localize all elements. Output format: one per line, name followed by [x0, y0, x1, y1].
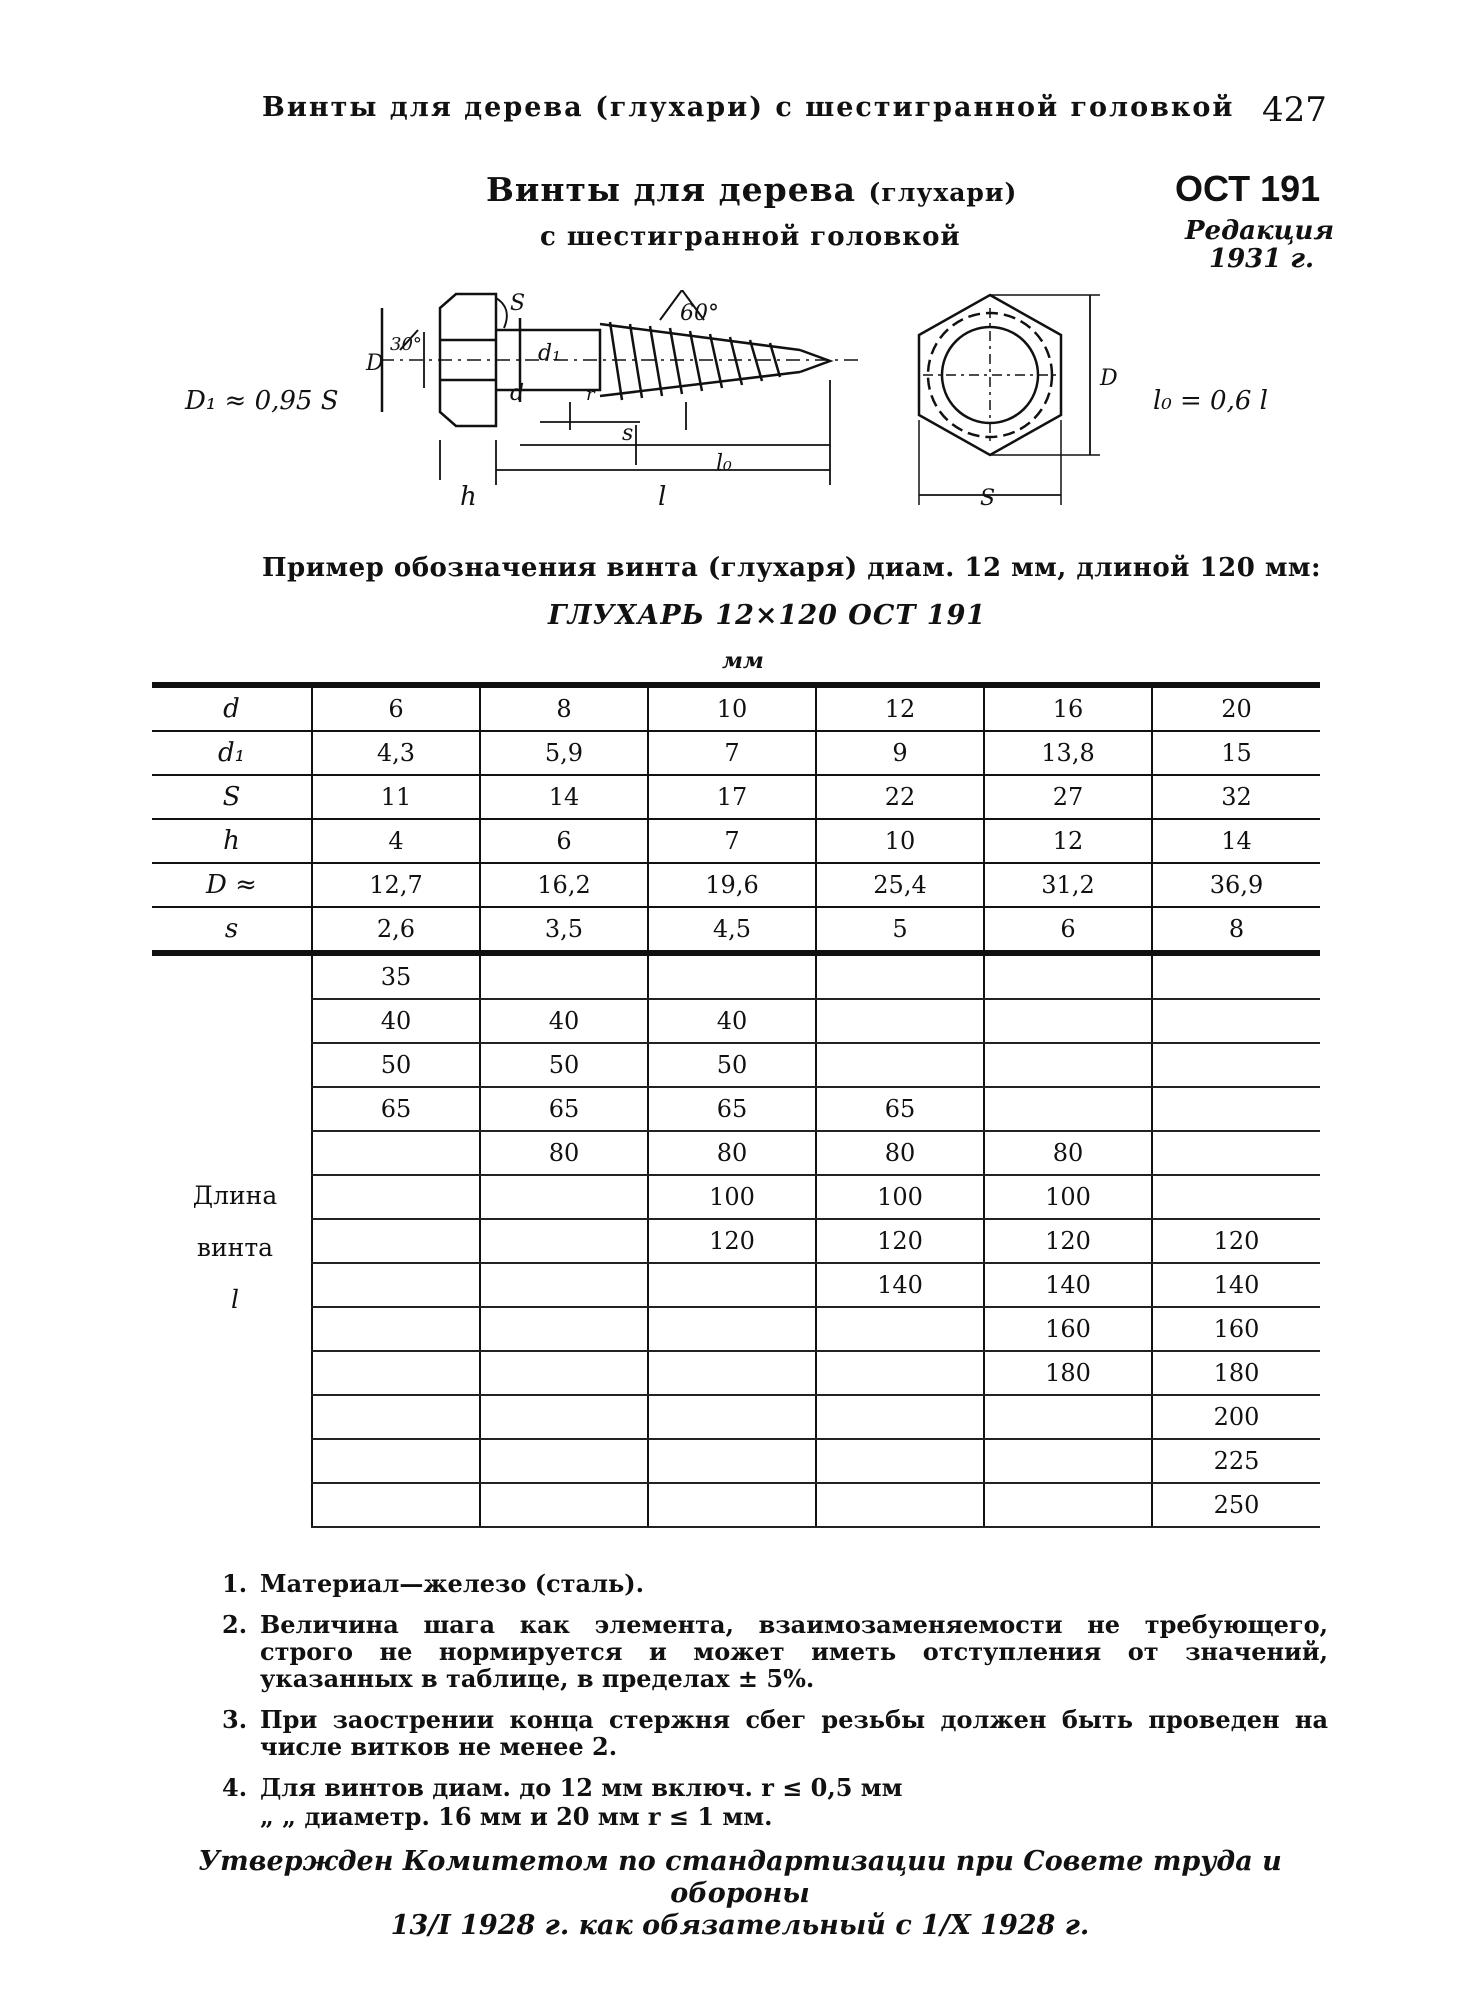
- table-cell: 36,9: [1152, 863, 1320, 907]
- table-row: [152, 999, 1320, 1043]
- table-cell: [480, 953, 648, 999]
- row-label: s: [152, 907, 312, 953]
- label-l0: l₀: [716, 451, 732, 476]
- edition-label: Редакция: [1185, 216, 1335, 246]
- table-cell: [1152, 1131, 1320, 1175]
- table-cell: 40: [648, 999, 816, 1043]
- table-cell: 3,5: [480, 907, 648, 953]
- table-cell: 7: [648, 819, 816, 863]
- table-cell: [984, 1043, 1152, 1087]
- label-S-head: S: [510, 291, 526, 316]
- row-label: d₁: [152, 731, 312, 775]
- table-cell: 20: [1152, 685, 1320, 731]
- table-row: [152, 775, 1320, 819]
- table-cell: 140: [1152, 1263, 1320, 1307]
- table-cell: 4,5: [648, 907, 816, 953]
- table-cell: [312, 1219, 480, 1263]
- designation-example-text: Пример обозначения винта (глухаря) диам. 12 мм, длиной 120 мм:: [262, 553, 1322, 583]
- table-cell: [984, 1439, 1152, 1483]
- table-cell: 14: [480, 775, 648, 819]
- table-row: [152, 1043, 1320, 1087]
- table-cell: [984, 1087, 1152, 1131]
- table-cell: 65: [648, 1087, 816, 1131]
- note-item: [222, 1570, 1328, 1597]
- table-cell: 13,8: [984, 731, 1152, 775]
- dimensions-table: [152, 682, 1320, 1528]
- table-row: [152, 863, 1320, 907]
- table-cell: 180: [984, 1351, 1152, 1395]
- table-cell: [648, 1483, 816, 1527]
- table-cell: 5,9: [480, 731, 648, 775]
- table-cell: [480, 1175, 648, 1219]
- row-label: h: [152, 819, 312, 863]
- table-cell: 80: [984, 1131, 1152, 1175]
- table-cell: 120: [984, 1219, 1152, 1263]
- table-row: [152, 819, 1320, 863]
- title-sub: (глухари): [868, 178, 1018, 207]
- table-cell: 32: [1152, 775, 1320, 819]
- running-title: Винты для дерева (глухари) с шестигранной головкой: [262, 92, 1235, 123]
- table-cell: 12,7: [312, 863, 480, 907]
- table-cell: [312, 1483, 480, 1527]
- table-row: [152, 1439, 1320, 1483]
- table-row: [152, 731, 1320, 775]
- table-cell: 10: [648, 685, 816, 731]
- notes-list: [222, 1570, 1328, 1844]
- formula-d1: D₁ ≈ 0,95 S: [185, 386, 339, 416]
- label-S-hex: S: [980, 486, 996, 511]
- table-cell: 100: [984, 1175, 1152, 1219]
- length-label-line1: Длина: [192, 1181, 278, 1210]
- table-cell: [1152, 1087, 1320, 1131]
- table-cell: 9: [816, 731, 984, 775]
- length-label-cell: [152, 1087, 312, 1131]
- table-cell: 25,4: [816, 863, 984, 907]
- label-angle-30: 30°: [390, 334, 422, 355]
- table-cell: 11: [312, 775, 480, 819]
- table-row: [152, 953, 1320, 999]
- label-D-hex: D: [1100, 366, 1118, 391]
- table-cell: [816, 1483, 984, 1527]
- label-s: s: [622, 421, 634, 446]
- table-cell: 12: [984, 819, 1152, 863]
- note-item: [222, 1706, 1328, 1760]
- table-cell: 8: [1152, 907, 1320, 953]
- table-cell: 140: [816, 1263, 984, 1307]
- approval-statement: [150, 1846, 1330, 1942]
- table-cell: [312, 1307, 480, 1351]
- table-cell: [480, 1219, 648, 1263]
- table-cell: 4,3: [312, 731, 480, 775]
- table-cell: [312, 1175, 480, 1219]
- table-cell: 200: [1152, 1395, 1320, 1439]
- table-cell: [312, 1131, 480, 1175]
- length-label-cell: [152, 1043, 312, 1087]
- table-cell: 14: [1152, 819, 1320, 863]
- table-cell: [984, 953, 1152, 999]
- table-row: [152, 1307, 1320, 1351]
- table-cell: [816, 1307, 984, 1351]
- label-d1: d₁: [538, 341, 561, 366]
- table-cell: 2,6: [312, 907, 480, 953]
- edition-year: 1931 г.: [1209, 244, 1315, 274]
- label-l: l: [658, 482, 667, 512]
- note-item: [222, 1611, 1328, 1692]
- length-label-line2: винта: [196, 1233, 274, 1262]
- table-cell: [816, 1395, 984, 1439]
- table-cell: 17: [648, 775, 816, 819]
- length-label-cell: [152, 1131, 312, 1175]
- title-main: Винты для дерева: [486, 170, 857, 209]
- page-subtitle: с шестигранной головкой: [540, 222, 961, 252]
- table-row: [152, 1263, 1320, 1307]
- unit-label: мм: [722, 648, 764, 674]
- table-cell: 5: [816, 907, 984, 953]
- table-cell: 31,2: [984, 863, 1152, 907]
- table-row: [152, 1395, 1320, 1439]
- table-cell: 16: [984, 685, 1152, 731]
- table-cell: [816, 953, 984, 999]
- table-row: [152, 1219, 1320, 1263]
- length-label-cell: [152, 953, 312, 999]
- table-cell: 19,6: [648, 863, 816, 907]
- table-cell: [312, 1439, 480, 1483]
- table-row: [152, 907, 1320, 953]
- row-label: D ≈: [152, 863, 312, 907]
- table-cell: 6: [984, 907, 1152, 953]
- screw-drawing: [360, 290, 1180, 530]
- table-cell: [984, 1395, 1152, 1439]
- table-cell: 65: [312, 1087, 480, 1131]
- table-cell: [1152, 999, 1320, 1043]
- table-cell: [312, 1263, 480, 1307]
- table-row: [152, 685, 1320, 731]
- table-cell: 35: [312, 953, 480, 999]
- table-cell: 50: [480, 1043, 648, 1087]
- table-cell: [1152, 1043, 1320, 1087]
- table-cell: [984, 999, 1152, 1043]
- table-cell: 6: [480, 819, 648, 863]
- table-cell: [312, 1395, 480, 1439]
- table-row: [152, 1087, 1320, 1131]
- approval-line2: 13/I 1928 г. как обязательный с 1/X 1928 г.: [390, 1910, 1090, 1941]
- table-row: [152, 1351, 1320, 1395]
- table-cell: 15: [1152, 731, 1320, 775]
- label-h: h: [460, 482, 477, 512]
- table-cell: 100: [648, 1175, 816, 1219]
- table-row: [152, 1131, 1320, 1175]
- table-cell: [312, 1351, 480, 1395]
- table-cell: [480, 1439, 648, 1483]
- row-label: d: [152, 685, 312, 731]
- table-cell: 50: [648, 1043, 816, 1087]
- table-cell: [480, 1351, 648, 1395]
- table-cell: 50: [312, 1043, 480, 1087]
- note-item: [222, 1803, 1328, 1830]
- table-cell: 10: [816, 819, 984, 863]
- table-cell: 160: [984, 1307, 1152, 1351]
- note-item: [222, 1774, 1328, 1801]
- approval-line1: Утвержден Комитетом по стандартизации при Совете труда и обороны: [198, 1846, 1282, 1909]
- length-label-cell: [152, 1351, 312, 1395]
- table-cell: [984, 1483, 1152, 1527]
- page-title: [486, 170, 1017, 209]
- row-label: S: [152, 775, 312, 819]
- table-cell: 6: [312, 685, 480, 731]
- table-cell: [1152, 1175, 1320, 1219]
- table-row: [152, 1483, 1320, 1527]
- table-cell: 12: [816, 685, 984, 731]
- table-cell: 65: [480, 1087, 648, 1131]
- table-cell: [1152, 953, 1320, 999]
- table-cell: [816, 1351, 984, 1395]
- table-cell: [648, 1395, 816, 1439]
- note-text: Для винтов диам. до 12 мм включ. r ≤ 0,5 мм: [260, 1773, 903, 1802]
- length-label-cell: [152, 1439, 312, 1483]
- page-number: 427: [1262, 90, 1327, 130]
- length-label-cell: [152, 1395, 312, 1439]
- note-text: Величина шага как элемента, взаимозаменяемости не требующего, строго не нормируется и может иметь отступления от значений, указанных в таблице, в пределах ± 5%.: [260, 1610, 1328, 1693]
- table-cell: [648, 1439, 816, 1483]
- label-D-head: D: [366, 351, 384, 376]
- table-cell: 80: [816, 1131, 984, 1175]
- table-cell: 4: [312, 819, 480, 863]
- note-text: „ „ диаметр. 16 мм и 20 мм r ≤ 1 мм.: [260, 1802, 773, 1831]
- table-cell: [480, 1395, 648, 1439]
- table-cell: 27: [984, 775, 1152, 819]
- note-text: При заострении конца стержня сбег резьбы должен быть проведен на числе витков не менее 2.: [260, 1705, 1328, 1761]
- table-cell: [816, 999, 984, 1043]
- table-cell: [480, 1483, 648, 1527]
- label-angle-60: 60°: [680, 301, 719, 326]
- table-cell: [480, 1307, 648, 1351]
- table-cell: 16,2: [480, 863, 648, 907]
- table-cell: 80: [648, 1131, 816, 1175]
- length-label-line3: l: [231, 1285, 239, 1314]
- designation-example: ГЛУХАРЬ 12×120 ОСТ 191: [548, 600, 987, 631]
- standard-number: ОСТ 191: [1175, 168, 1321, 209]
- table-cell: 160: [1152, 1307, 1320, 1351]
- label-r: r: [586, 384, 595, 405]
- table-cell: 65: [816, 1087, 984, 1131]
- length-label: [180, 1170, 290, 1326]
- table-cell: 80: [480, 1131, 648, 1175]
- formula-l0: l₀ = 0,6 l: [1153, 386, 1268, 416]
- table-cell: 140: [984, 1263, 1152, 1307]
- table-cell: [648, 1307, 816, 1351]
- table-cell: 40: [480, 999, 648, 1043]
- note-text: Материал—железо (сталь).: [260, 1569, 644, 1598]
- table-cell: [648, 1351, 816, 1395]
- screw-thread: [600, 322, 830, 400]
- table-cell: 225: [1152, 1439, 1320, 1483]
- note-number: 4.: [222, 1773, 248, 1802]
- table-cell: [480, 1263, 648, 1307]
- length-label-cell: [152, 1483, 312, 1527]
- table-row: [152, 1175, 1320, 1219]
- note-number: 1.: [222, 1569, 248, 1598]
- table-cell: 100: [816, 1175, 984, 1219]
- length-label-cell: [152, 999, 312, 1043]
- table-cell: 120: [816, 1219, 984, 1263]
- table-cell: 40: [312, 999, 480, 1043]
- table-cell: 250: [1152, 1483, 1320, 1527]
- note-number: 2.: [222, 1610, 248, 1639]
- table-cell: 7: [648, 731, 816, 775]
- table-cell: 120: [1152, 1219, 1320, 1263]
- table-cell: 180: [1152, 1351, 1320, 1395]
- note-number: 3.: [222, 1705, 248, 1734]
- table-cell: [816, 1439, 984, 1483]
- table-cell: 120: [648, 1219, 816, 1263]
- table-cell: [648, 953, 816, 999]
- table-cell: 8: [480, 685, 648, 731]
- table-cell: [816, 1043, 984, 1087]
- hex-head-end-view: [919, 295, 1100, 505]
- table-cell: [648, 1263, 816, 1307]
- table-cell: 22: [816, 775, 984, 819]
- label-d: d: [510, 381, 525, 406]
